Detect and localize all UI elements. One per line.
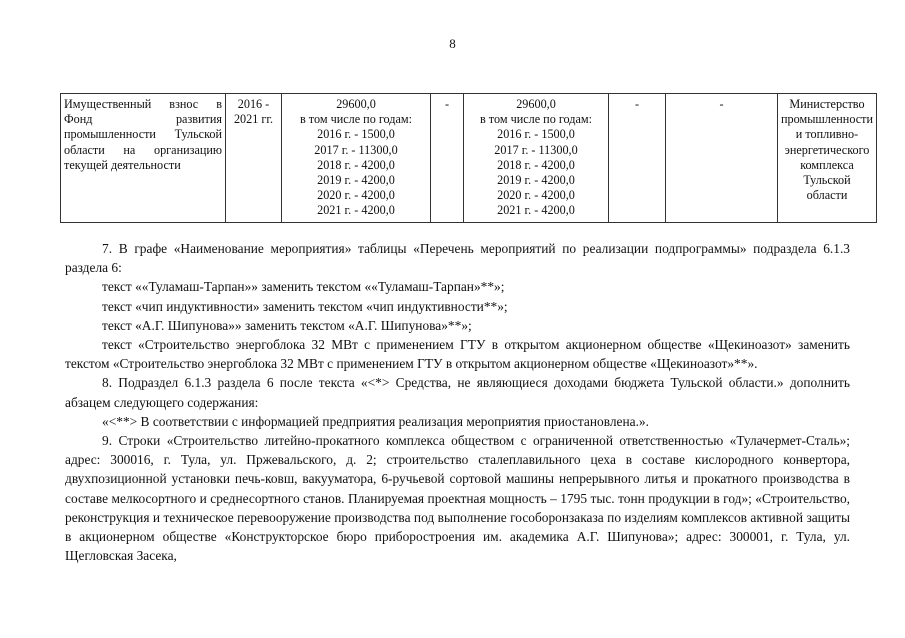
paragraph-item-8-quote: «<**> В соответствии с информацией предприятия реализация мероприятия приостановлена.». — [102, 413, 649, 429]
program-table — [60, 93, 877, 223]
cell-line: 2020 г. - 4200,0 — [497, 188, 575, 203]
table-cell-event-name: Имущественный взнос в Фонд развития промышленности Тульской области на организацию текущей деятельности — [61, 94, 226, 223]
cell-line: 2017 г. - 11300,0 — [314, 142, 398, 157]
cell-line: области — [806, 188, 848, 203]
cell-line: 2021 г. - 4200,0 — [497, 203, 575, 218]
cell-line: 2018 г. - 4200,0 — [497, 157, 575, 172]
table-cell-period — [226, 94, 282, 223]
cell-line: энергетического — [784, 142, 870, 157]
cell-line: 2020 г. - 4200,0 — [317, 188, 395, 203]
cell-line: комплекса — [800, 157, 854, 172]
cell-line: 29600,0 — [336, 97, 376, 111]
paragraph-item-8: 8. Подраздел 6.1.3 раздела 6 после текста «<*> Средства, не являющиеся доходами бюджета Тульской области.» дополнить абзацем следующего содержания: — [65, 375, 850, 410]
table-cell-responsible — [778, 94, 877, 223]
cell-line: 2021 г. - 4200,0 — [317, 203, 395, 218]
cell-line: 29600,0 — [516, 97, 556, 111]
cell-line: промышленности — [781, 112, 873, 127]
paragraph-item-9: 9. Строки «Строительство литейно-прокатного комплекса обществом с ограниченной ответственностью «Тулачермет-Сталь»; адрес: 300016, г. Тула, ул. Пржевальского, д. 2; строительство сталеплавильного цеха в составе кислородного конвертора, двухпозиционной установки печь-ковш, вакууматора, 6-ручьевой сортовой машины непрерывного литья и прокатного производства в составе мелкосортного и среднесортного станов. Планируемая проектная мощность – 1795 тыс. тонн продукции в год»; «Строительство, реконструкция и техническое перевооружение производства под выполнение гособоронзаказа по изделиям комплексов активной защиты в акционерном обществе «Конструкторское бюро приборостроения им. академика А.Г. Шипунова»; адрес: 300001, г. Тула, ул. Щегловская Засека, — [65, 433, 850, 564]
cell-line: в том числе по годам: — [480, 112, 592, 127]
paragraph-item-7-line-4: текст «Строительство энергоблока 32 МВт с применением ГТУ в открытом акционерном обществе «Щекиноазот» заменить текстом «Строительство энергоблока 32 МВт с применением ГТУ в открытом акционерном обществе «Щекиноазот»**». — [65, 337, 850, 372]
cell-line: 2016 г. - 1500,0 — [317, 127, 395, 142]
cell-line: 2021 гг. — [233, 112, 274, 127]
cell-line: и топливно- — [795, 127, 859, 142]
paragraph-item-7-line-1: текст ««Туламаш-Тарпан»» заменить текстом ««Туламаш-Тарпан»**»; — [102, 279, 505, 295]
table-cell-regional-budget — [464, 94, 609, 223]
paragraph-item-7-line-3: текст «А.Г. Шипунова»» заменить текстом «А.Г. Шипунова»**»; — [102, 317, 472, 333]
cell-line: в том числе по годам: — [300, 112, 412, 127]
table-cell-total-funding — [282, 94, 431, 223]
cell-line: 2019 г. - 4200,0 — [497, 173, 575, 188]
paragraph-item-7: 7. В графе «Наименование мероприятия» таблицы «Перечень мероприятий по реализации подпрограммы» подраздела 6.1.3 раздела 6: — [65, 241, 850, 276]
cell-line: 2016 - — [237, 97, 270, 111]
cell-line: 2017 г. - 11300,0 — [494, 142, 578, 157]
table-row — [61, 94, 877, 223]
table-cell-col6: - — [666, 94, 778, 223]
paragraph-item-7-line-2: текст «чип индуктивности» заменить текстом «чип индуктивности**»; — [102, 298, 508, 314]
cell-line: Министерство — [789, 97, 865, 111]
cell-line: 2019 г. - 4200,0 — [317, 173, 395, 188]
cell-line: 2016 г. - 1500,0 — [497, 127, 575, 142]
cell-line: Тульской — [803, 173, 851, 188]
cell-line: 2018 г. - 4200,0 — [317, 157, 395, 172]
table-cell-col5: - — [609, 94, 666, 223]
page-number: 8 — [449, 36, 456, 51]
table-cell-col3: - — [431, 94, 464, 223]
document-body — [65, 239, 850, 565]
